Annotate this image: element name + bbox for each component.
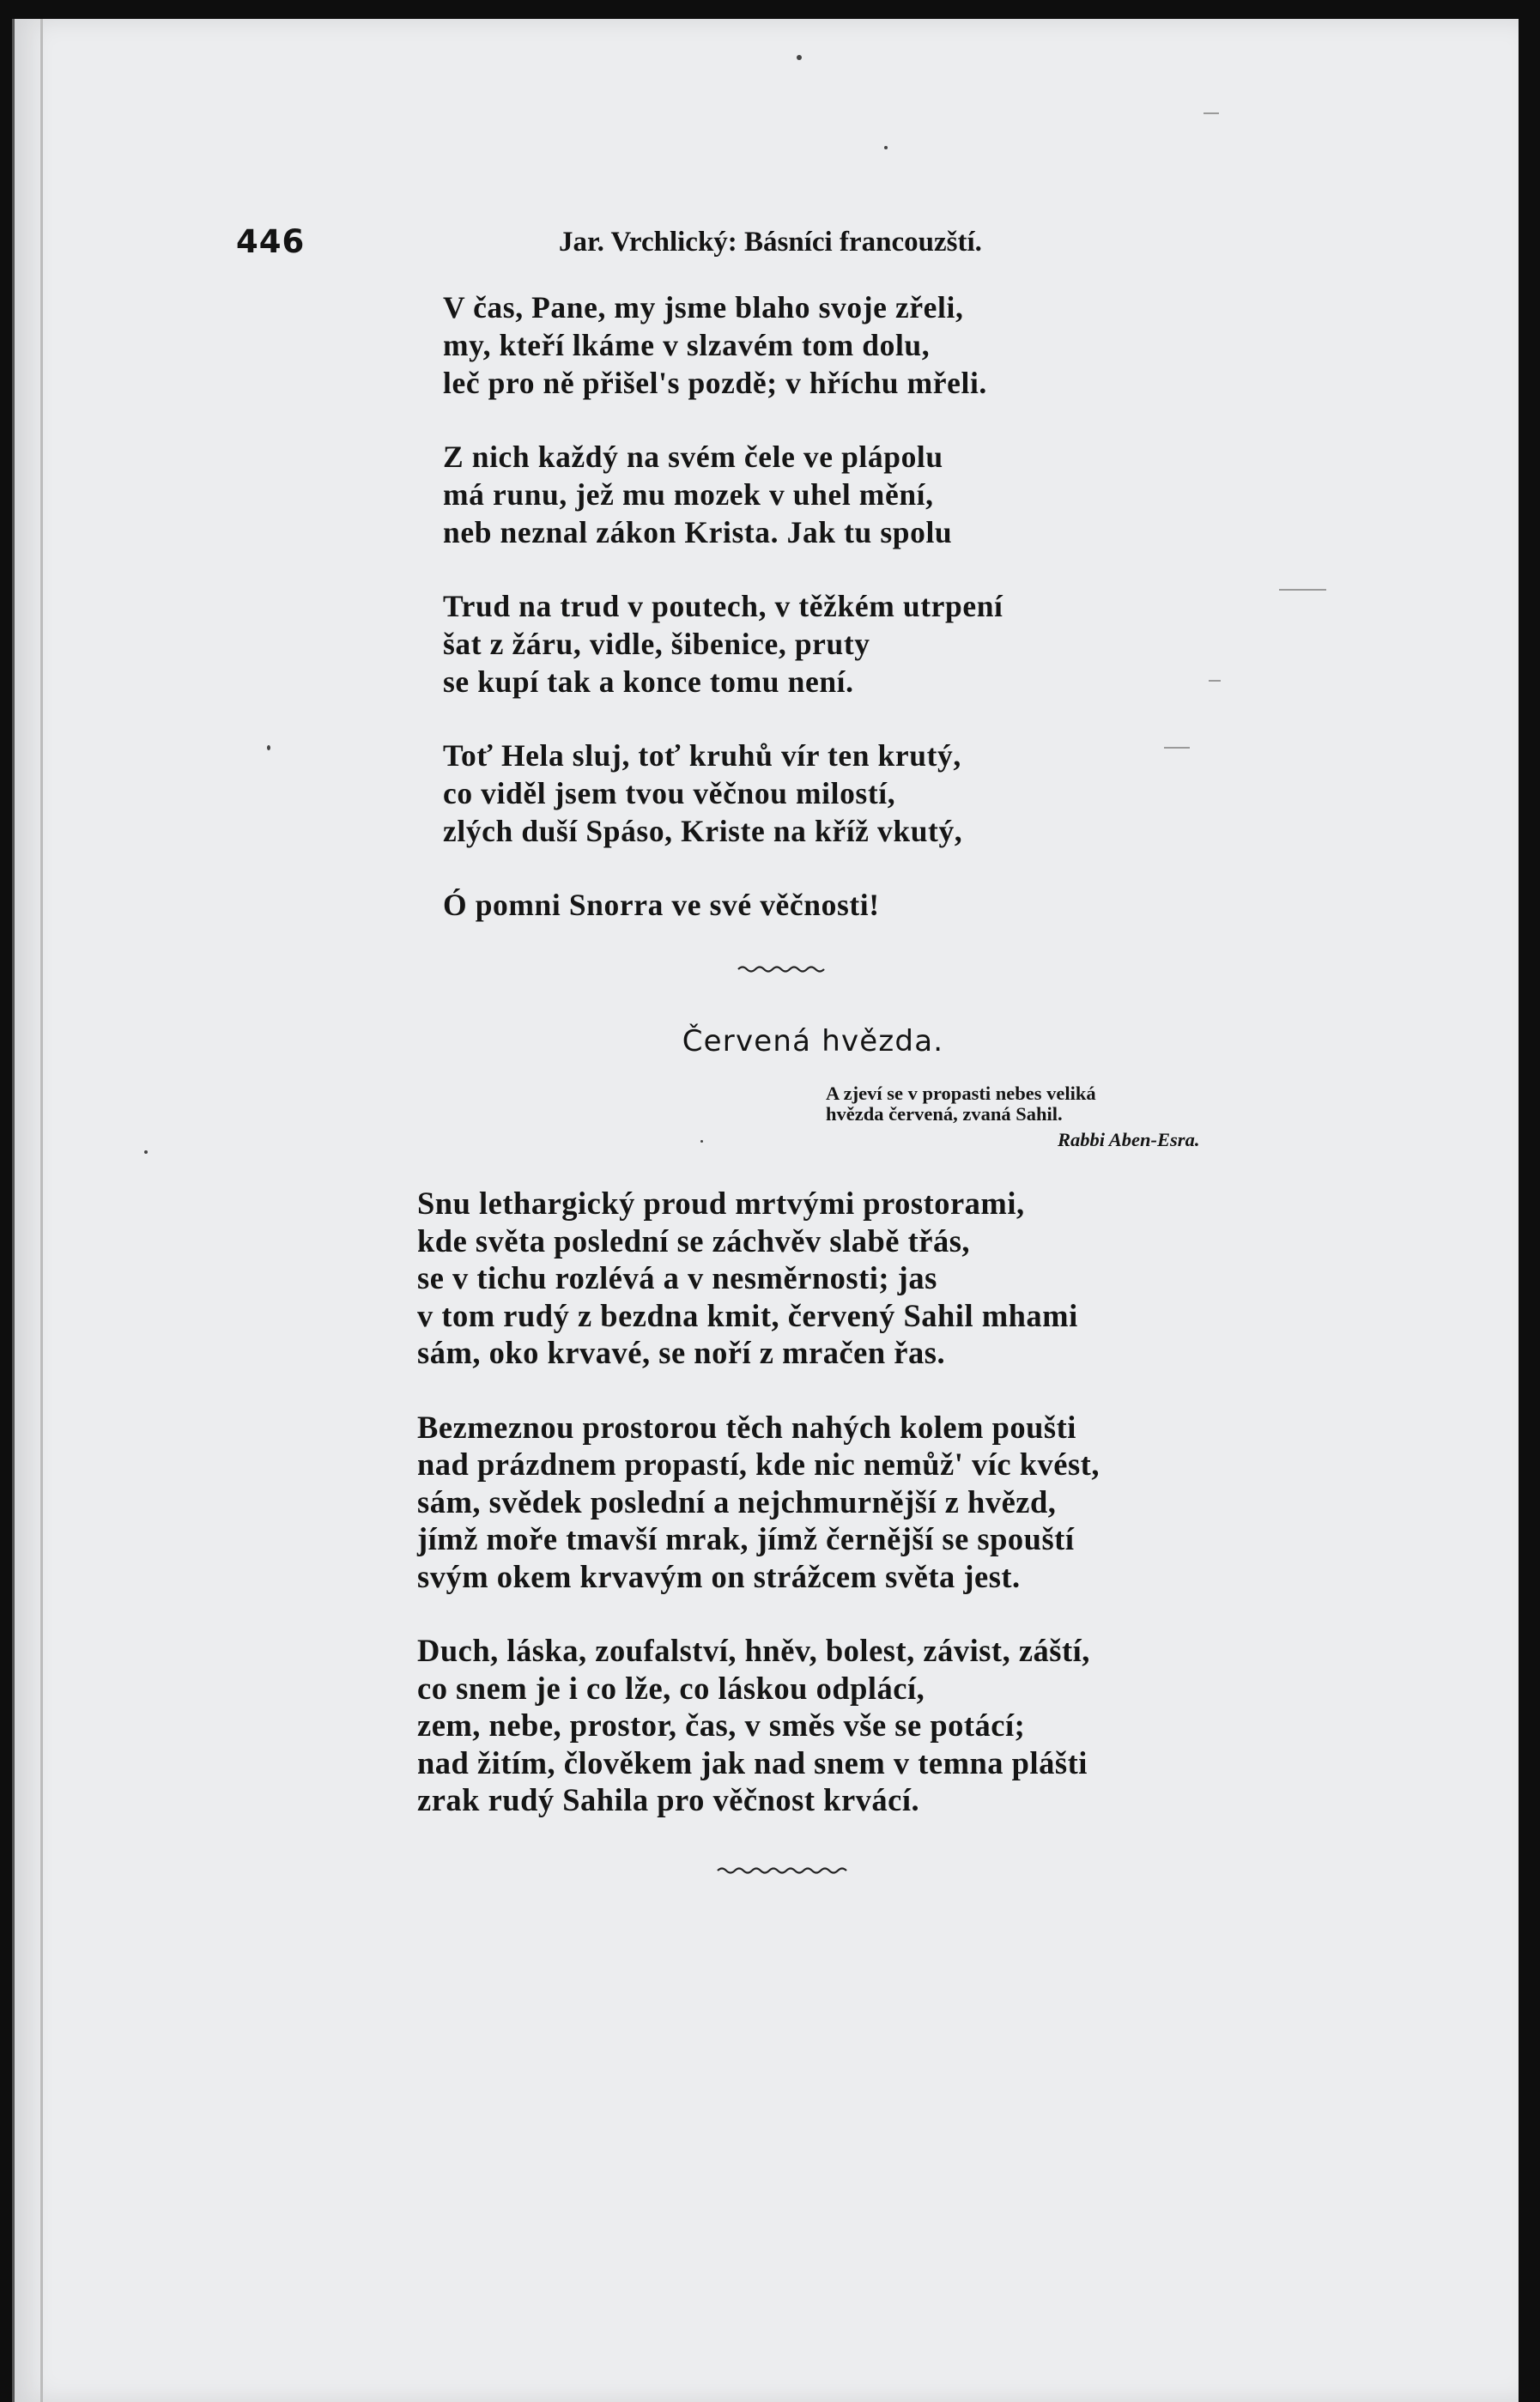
stanza: [443, 438, 1003, 551]
verse-line: nad prázdnem propastí, kde nic nemůž' víc kvést,: [417, 1447, 1100, 1482]
verse-line: sám, svědek poslední a nejchmurnější z hvězd,: [417, 1483, 1057, 1519]
verse-line: Toť Hela sluj, toť kruhů vír ten krutý,: [443, 738, 961, 773]
epigraph-line: A zjeví se v propasti nebes veliká: [826, 1083, 1096, 1104]
verse-line: zem, nebe, prostor, čas, v směs vše se potácí;: [417, 1707, 1026, 1743]
scan-speck: [797, 55, 802, 60]
stanza: [443, 587, 1003, 701]
verse-line: Ó pomni Snorra ve své věčnosti!: [443, 888, 880, 922]
running-head: Jar. Vrchlický: Básníci francouzští.: [559, 227, 982, 258]
epigraph-line: hvězda červená, zvaná Sahil.: [826, 1103, 1063, 1125]
verse-line: Z nich každý na svém čele ve plápolu: [443, 440, 943, 474]
verse-line: leč pro ně přišel's pozdě; v hříchu mřeli.: [443, 366, 987, 400]
verse-line: neb neznal zákon Krista. Jak tu spolu: [443, 515, 953, 549]
stanza: [417, 1632, 1100, 1819]
stanza: [443, 737, 1003, 850]
verse-line: nad žitím, člověkem jak nad snem v temna plášti: [417, 1744, 1088, 1780]
verse-line: my, kteří lkáme v slzavém tom dolu,: [443, 328, 931, 362]
page-gutter-edge: [40, 19, 43, 2402]
scan-speck: [700, 1140, 703, 1143]
epigraph-author: Rabbi Aben-Esra.: [1058, 1129, 1200, 1150]
epigraph: [826, 1083, 1199, 1150]
page-header: [236, 223, 1094, 266]
verse-line: co viděl jsem tvou věčnou milostí,: [443, 776, 896, 810]
verse-line: se kupí tak a konce tomu není.: [443, 664, 854, 699]
poem-cervena-hvezda: [417, 1185, 1100, 1856]
wavy-divider-ornament: [737, 963, 831, 975]
verse-line: sám, oko krvavé, se noří z mračen řas.: [417, 1335, 946, 1370]
verse-line: v tom rudý z bezdna kmit, červený Sahil mhami: [417, 1297, 1078, 1333]
stanza: [443, 886, 1003, 924]
verse-line: kde světa poslední se záchvěv slabě třás,: [417, 1222, 971, 1259]
verse-line: Trud na trud v poutech, v těžkém utrpení: [443, 589, 1003, 623]
wavy-divider-ornament: [716, 1865, 853, 1877]
verse-line: co snem je i co lže, co láskou odplácí,: [417, 1670, 925, 1706]
scan-speck: [884, 146, 888, 149]
verse-line: Bezmeznou prostorou těch nahých kolem poušti: [417, 1409, 1076, 1445]
poem-title: Červená hvězda.: [682, 1024, 944, 1058]
verse-line: zlých duší Spáso, Kriste na kříž vkutý,: [443, 814, 963, 848]
verse-line: svým okem krvavým on strážcem světa jest.: [417, 1558, 1021, 1594]
verse-line: V čas, Pane, my jsme blaho svoje zřeli,: [443, 290, 964, 325]
scan-mark: [1164, 747, 1190, 749]
verse-line: Duch, láska, zoufalství, hněv, bolest, závist, záští,: [417, 1633, 1090, 1668]
verse-line: má runu, jež mu mozek v uhel mění,: [443, 477, 934, 512]
scan-mark: [1204, 112, 1219, 114]
scan-mark: [1279, 589, 1326, 591]
scan-mark: [1209, 680, 1221, 682]
scan-speck: [144, 1150, 148, 1154]
stanza: [417, 1409, 1100, 1596]
verse-line: zrak rudý Sahila pro věčnost krvácí.: [417, 1782, 920, 1817]
verse-line: jímž moře tmavší mrak, jímž černější se spouští: [417, 1521, 1075, 1556]
scan-speck: [267, 745, 270, 750]
poem-terza-rima: [443, 288, 1003, 960]
stanza: [417, 1185, 1100, 1372]
stanza: [443, 288, 1003, 402]
verse-line: Snu lethargický proud mrtvými prostorami,: [417, 1186, 1025, 1221]
page-number: 446: [236, 223, 306, 260]
verse-line: se v tichu rozlévá a v nesměrnosti; jas: [417, 1260, 937, 1295]
verse-line: šat z žáru, vidle, šibenice, pruty: [443, 627, 870, 661]
